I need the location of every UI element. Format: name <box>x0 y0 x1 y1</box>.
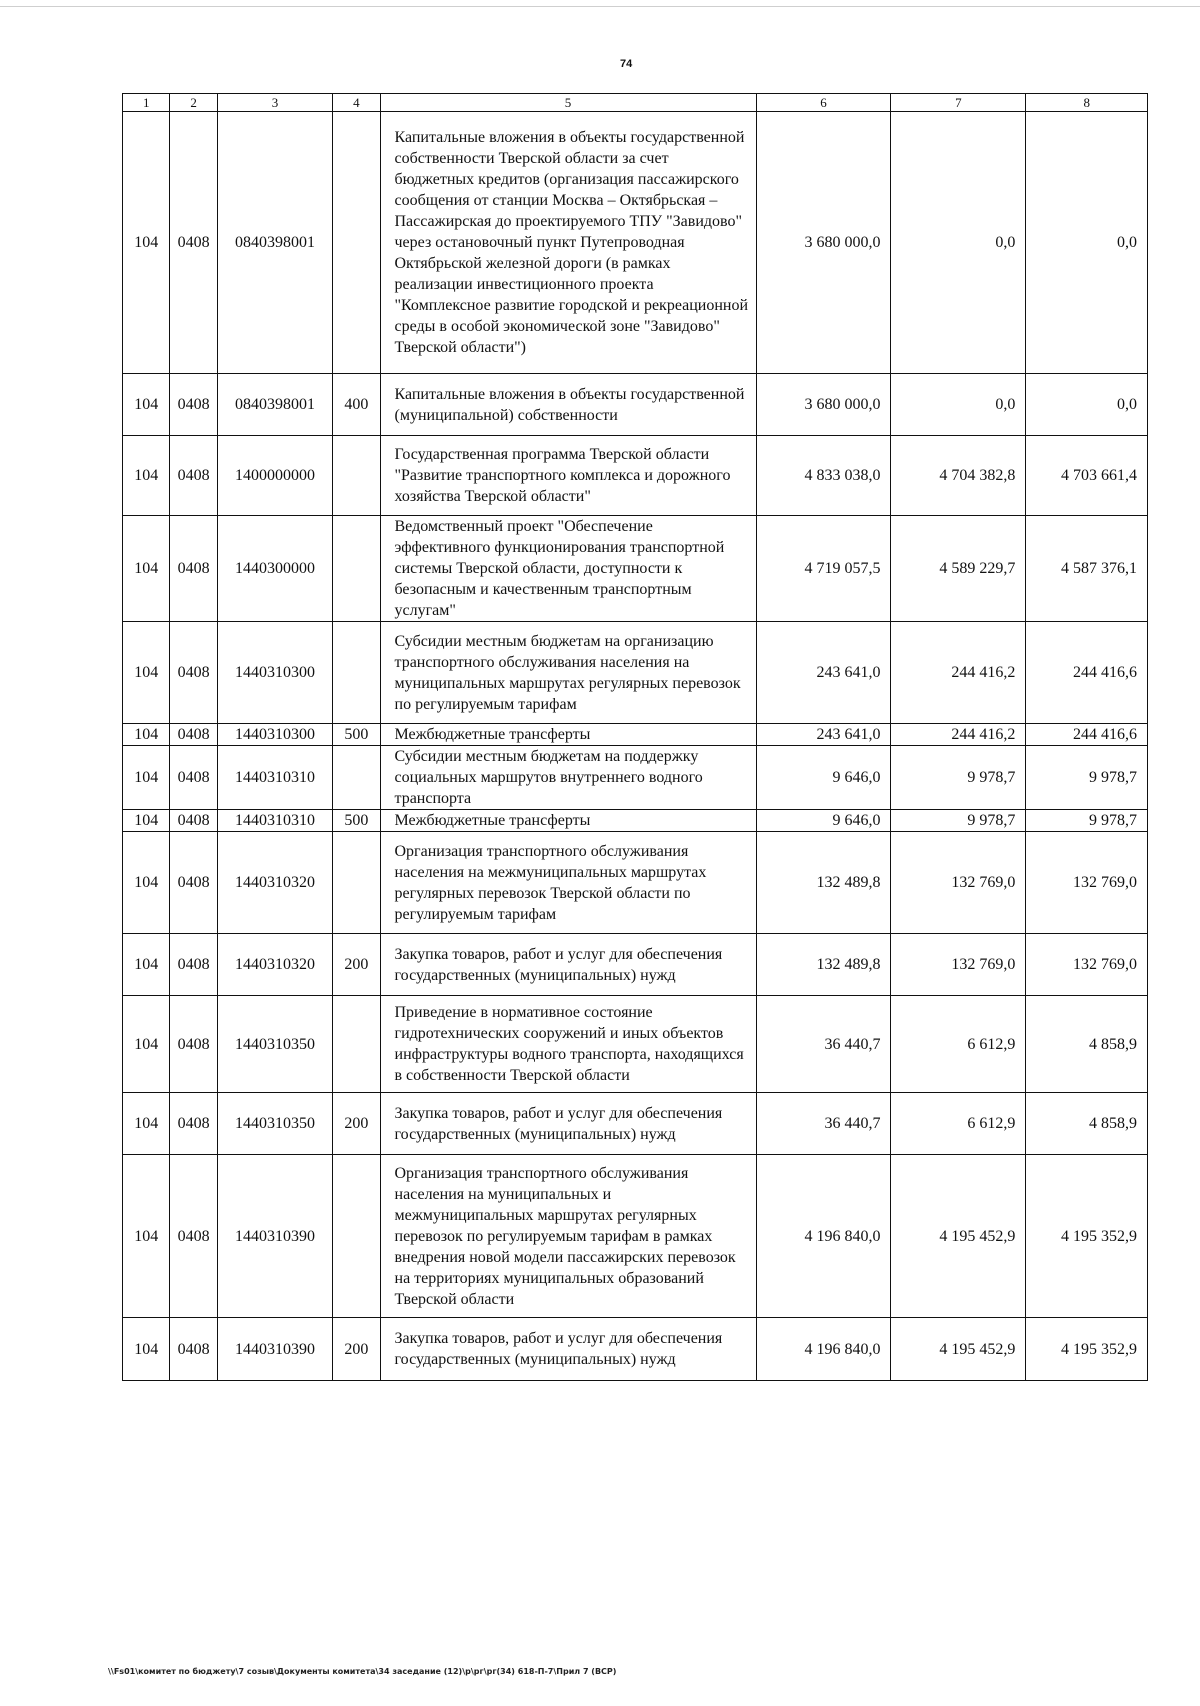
cell-amount-year-1: 4 719 057,5 <box>756 516 891 622</box>
cell-amount-year-3: 4 195 352,9 <box>1026 1318 1148 1381</box>
cell-amount-year-3: 132 769,0 <box>1026 934 1148 996</box>
cell-target-article-code: 1440310300 <box>217 622 332 724</box>
cell-expense-type-code <box>333 516 380 622</box>
cell-amount-year-1: 3 680 000,0 <box>756 374 891 436</box>
cell-section-code: 104 <box>123 622 170 724</box>
cell-section-code: 104 <box>123 374 170 436</box>
cell-target-article-code: 1440310320 <box>217 934 332 996</box>
cell-amount-year-3: 4 703 661,4 <box>1026 436 1148 516</box>
cell-expense-type-code <box>333 622 380 724</box>
cell-subsection-code: 0408 <box>170 810 217 832</box>
cell-amount-year-1: 36 440,7 <box>756 996 891 1093</box>
table-row <box>123 112 1148 374</box>
cell-expense-type-code <box>333 996 380 1093</box>
cell-description: Ведомственный проект "Обеспечение эффективного функционирования транспортной системы Тверской области, доступности к безопасным и качественным транспортным услугам" <box>380 516 756 622</box>
cell-subsection-code: 0408 <box>170 746 217 810</box>
table-row <box>123 724 1148 746</box>
cell-amount-year-3: 4 195 352,9 <box>1026 1155 1148 1318</box>
cell-target-article-code: 1440310310 <box>217 746 332 810</box>
cell-subsection-code: 0408 <box>170 622 217 724</box>
cell-subsection-code: 0408 <box>170 374 217 436</box>
cell-amount-year-1: 243 641,0 <box>756 724 891 746</box>
cell-subsection-code: 0408 <box>170 436 217 516</box>
cell-amount-year-3: 4 858,9 <box>1026 1093 1148 1155</box>
cell-amount-year-3: 0,0 <box>1026 374 1148 436</box>
cell-section-code: 104 <box>123 516 170 622</box>
header-cell-3: 3 <box>217 94 332 112</box>
cell-amount-year-2: 6 612,9 <box>891 1093 1026 1155</box>
budget-table <box>122 93 1148 1381</box>
cell-amount-year-1: 3 680 000,0 <box>756 112 891 374</box>
table-row <box>123 1155 1148 1318</box>
cell-amount-year-1: 36 440,7 <box>756 1093 891 1155</box>
table-row <box>123 746 1148 810</box>
cell-description: Организация транспортного обслуживания населения на муниципальных и межмуниципальных маршрутах регулярных перевозок по регулируемым тарифам в рамках внедрения новой модели пассажирских перевозок на территориях муниципальных образований Тверской области <box>380 1155 756 1318</box>
cell-amount-year-3: 4 587 376,1 <box>1026 516 1148 622</box>
cell-amount-year-2: 4 195 452,9 <box>891 1318 1026 1381</box>
cell-amount-year-2: 132 769,0 <box>891 934 1026 996</box>
table-row <box>123 622 1148 724</box>
cell-description: Межбюджетные трансферты <box>380 810 756 832</box>
cell-subsection-code: 0408 <box>170 832 217 934</box>
cell-subsection-code: 0408 <box>170 1155 217 1318</box>
cell-amount-year-3: 4 858,9 <box>1026 996 1148 1093</box>
cell-subsection-code: 0408 <box>170 112 217 374</box>
header-cell-6: 6 <box>756 94 891 112</box>
cell-expense-type-code: 200 <box>333 1318 380 1381</box>
cell-amount-year-1: 4 196 840,0 <box>756 1318 891 1381</box>
cell-section-code: 104 <box>123 746 170 810</box>
cell-target-article-code: 1440310320 <box>217 832 332 934</box>
cell-target-article-code: 1440310310 <box>217 810 332 832</box>
cell-amount-year-3: 0,0 <box>1026 112 1148 374</box>
cell-target-article-code: 0840398001 <box>217 374 332 436</box>
cell-amount-year-1: 243 641,0 <box>756 622 891 724</box>
cell-target-article-code: 1440310390 <box>217 1318 332 1381</box>
cell-description: Субсидии местным бюджетам на организацию транспортного обслуживания населения на муниципальных маршрутах регулярных перевозок по регулируемым тарифам <box>380 622 756 724</box>
cell-description: Государственная программа Тверской области "Развитие транспортного комплекса и дорожного хозяйства Тверской области" <box>380 436 756 516</box>
cell-amount-year-2: 6 612,9 <box>891 996 1026 1093</box>
table-row <box>123 1318 1148 1381</box>
top-scan-rule <box>0 6 1200 7</box>
cell-subsection-code: 0408 <box>170 516 217 622</box>
table-row <box>123 934 1148 996</box>
cell-subsection-code: 0408 <box>170 724 217 746</box>
cell-amount-year-3: 244 416,6 <box>1026 622 1148 724</box>
cell-amount-year-1: 9 646,0 <box>756 810 891 832</box>
header-cell-4: 4 <box>333 94 380 112</box>
cell-section-code: 104 <box>123 436 170 516</box>
cell-amount-year-2: 4 704 382,8 <box>891 436 1026 516</box>
cell-amount-year-1: 132 489,8 <box>756 832 891 934</box>
cell-expense-type-code <box>333 112 380 374</box>
header-cell-5: 5 <box>380 94 756 112</box>
cell-section-code: 104 <box>123 996 170 1093</box>
cell-description: Приведение в нормативное состояние гидротехнических сооружений и иных объектов инфраструктуры водного транспорта, находящихся в собственности Тверской области <box>380 996 756 1093</box>
cell-amount-year-2: 9 978,7 <box>891 746 1026 810</box>
cell-amount-year-3: 132 769,0 <box>1026 832 1148 934</box>
cell-section-code: 104 <box>123 1155 170 1318</box>
cell-amount-year-2: 4 195 452,9 <box>891 1155 1026 1318</box>
cell-target-article-code: 1400000000 <box>217 436 332 516</box>
cell-target-article-code: 1440310350 <box>217 996 332 1093</box>
cell-target-article-code: 1440300000 <box>217 516 332 622</box>
table-body <box>123 112 1148 1381</box>
cell-expense-type-code: 500 <box>333 724 380 746</box>
table-row <box>123 832 1148 934</box>
table-row <box>123 436 1148 516</box>
cell-section-code: 104 <box>123 832 170 934</box>
cell-description: Закупка товаров, работ и услуг для обеспечения государственных (муниципальных) нужд <box>380 1093 756 1155</box>
cell-description: Капитальные вложения в объекты государственной (муниципальной) собственности <box>380 374 756 436</box>
cell-section-code: 104 <box>123 724 170 746</box>
cell-amount-year-2: 9 978,7 <box>891 810 1026 832</box>
header-cell-1: 1 <box>123 94 170 112</box>
cell-amount-year-3: 244 416,6 <box>1026 724 1148 746</box>
cell-amount-year-2: 132 769,0 <box>891 832 1026 934</box>
cell-amount-year-2: 4 589 229,7 <box>891 516 1026 622</box>
cell-amount-year-1: 132 489,8 <box>756 934 891 996</box>
cell-subsection-code: 0408 <box>170 996 217 1093</box>
cell-amount-year-2: 244 416,2 <box>891 724 1026 746</box>
cell-expense-type-code <box>333 746 380 810</box>
cell-target-article-code: 1440310300 <box>217 724 332 746</box>
cell-description: Межбюджетные трансферты <box>380 724 756 746</box>
cell-expense-type-code: 200 <box>333 1093 380 1155</box>
cell-description: Закупка товаров, работ и услуг для обеспечения государственных (муниципальных) нужд <box>380 1318 756 1381</box>
cell-expense-type-code: 200 <box>333 934 380 996</box>
cell-subsection-code: 0408 <box>170 1318 217 1381</box>
cell-section-code: 104 <box>123 1093 170 1155</box>
cell-section-code: 104 <box>123 934 170 996</box>
cell-amount-year-1: 4 833 038,0 <box>756 436 891 516</box>
cell-subsection-code: 0408 <box>170 1093 217 1155</box>
header-cell-7: 7 <box>891 94 1026 112</box>
footer-file-path: \\Fs01\комитет по бюджету\7 созыв\Документы комитета\34 заседание (12)\р\рг\рг(34) 618-П-7\Прил 7 (ВСР) <box>108 1667 617 1676</box>
table-row <box>123 810 1148 832</box>
table-row <box>123 374 1148 436</box>
header-cell-2: 2 <box>170 94 217 112</box>
cell-expense-type-code <box>333 1155 380 1318</box>
cell-amount-year-3: 9 978,7 <box>1026 810 1148 832</box>
cell-description: Закупка товаров, работ и услуг для обеспечения государственных (муниципальных) нужд <box>380 934 756 996</box>
cell-section-code: 104 <box>123 810 170 832</box>
table-row <box>123 996 1148 1093</box>
cell-description: Организация транспортного обслуживания населения на межмуниципальных маршрутах регулярных перевозок Тверской области по регулируемым тарифам <box>380 832 756 934</box>
cell-expense-type-code: 500 <box>333 810 380 832</box>
header-row <box>123 94 1148 112</box>
cell-expense-type-code <box>333 832 380 934</box>
cell-section-code: 104 <box>123 1318 170 1381</box>
cell-amount-year-2: 0,0 <box>891 112 1026 374</box>
cell-amount-year-2: 244 416,2 <box>891 622 1026 724</box>
table-row <box>123 516 1148 622</box>
table-row <box>123 1093 1148 1155</box>
page-number: 74 <box>620 58 633 70</box>
cell-description: Капитальные вложения в объекты государственной собственности Тверской области за счет бюджетных кредитов (организация пассажирского сообщения от станции Москва – Октябрьская – Пассажирская до проектируемого ТПУ "Завидово" через остановочный пункт Путепроводная Октябрьской железной дороги (в рамках реализации инвестиционного проекта "Комплексное развитие городской и рекреационной среды в особой экономической зоне "Завидово" Тверской области") <box>380 112 756 374</box>
cell-subsection-code: 0408 <box>170 934 217 996</box>
cell-description: Субсидии местным бюджетам на поддержку социальных маршрутов внутреннего водного транспорта <box>380 746 756 810</box>
cell-amount-year-3: 9 978,7 <box>1026 746 1148 810</box>
cell-amount-year-1: 9 646,0 <box>756 746 891 810</box>
cell-amount-year-1: 4 196 840,0 <box>756 1155 891 1318</box>
header-cell-8: 8 <box>1026 94 1148 112</box>
cell-expense-type-code <box>333 436 380 516</box>
cell-expense-type-code: 400 <box>333 374 380 436</box>
cell-target-article-code: 0840398001 <box>217 112 332 374</box>
cell-target-article-code: 1440310350 <box>217 1093 332 1155</box>
cell-target-article-code: 1440310390 <box>217 1155 332 1318</box>
cell-amount-year-2: 0,0 <box>891 374 1026 436</box>
cell-section-code: 104 <box>123 112 170 374</box>
